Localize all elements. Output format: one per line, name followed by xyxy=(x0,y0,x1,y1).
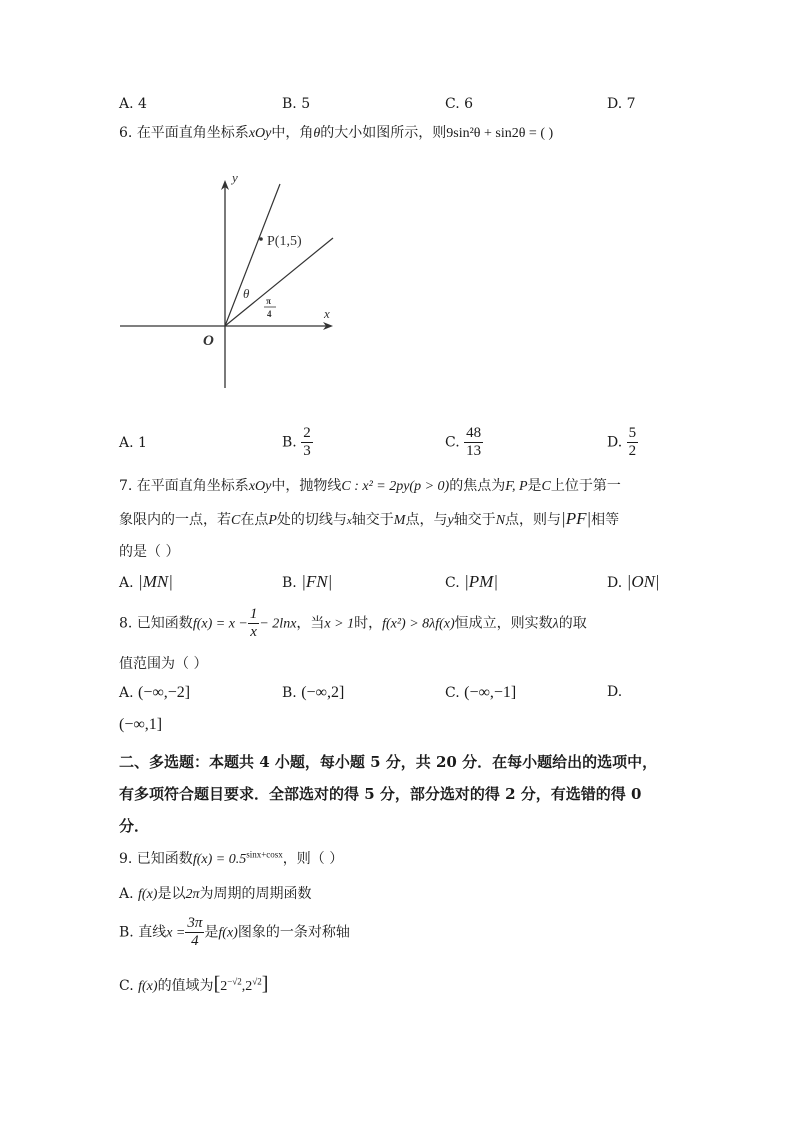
q6-option-d: D. $\frac{5}{2}$ xyxy=(607,425,637,459)
point-p xyxy=(259,237,263,241)
angle-denominator: 4 xyxy=(267,309,272,319)
q6-option-a: A. 1 xyxy=(119,435,147,451)
q5-option-c: C. 6 xyxy=(445,96,474,112)
q5-option-d: D. 7 xyxy=(607,96,636,112)
q8-option-c: C. (−∞,−1] xyxy=(445,684,517,701)
q9-option-c: C. f(x)的值域为$[2^{-√2},2^{√2}]$ xyxy=(119,973,269,995)
q9-stem: 9. 已知函数$f(x) = 0.5^{sinx+cosx}$，则（ ） xyxy=(119,849,344,867)
y-label: y xyxy=(232,172,238,185)
q7-option-a: A. |MN| xyxy=(119,572,173,591)
q6-stem: 6. 在平面直角坐标系xOy中，角θ的大小如图所示，则9sin²θ + sin2θ = ( ) xyxy=(119,125,554,141)
q8-option-b: B. (−∞,2] xyxy=(282,684,345,701)
q7-option-b: B. |FN| xyxy=(282,572,333,591)
x-label: x xyxy=(324,306,330,321)
section-2-line-1: 二、多选题：本题共 4 小题，每小题 5 分，共 20 分．在每小题给出的选项中， xyxy=(119,753,658,771)
q8-option-d: D. xyxy=(607,684,623,700)
angle-numerator: π xyxy=(266,296,271,306)
q9-option-b: B. 直线x = $\frac{3\pi}{4}$ 是f(x)图象的一条对称轴 xyxy=(119,915,350,949)
point-p-label: P(1,5) xyxy=(267,234,302,249)
section-2-line-2: 有多项符合题目要求．全部选对的得 5 分，部分选对的得 2 分，有选错的得 0 xyxy=(119,785,642,803)
q8-option-d-value: (−∞,1] xyxy=(119,716,163,733)
q8-line-1: 8. 已知函数f(x) = x − $\frac{1}{x}$ − 2lnx，当x > 1时，f(x²) > 8λf(x)恒成立，则实数λ的取 xyxy=(119,606,587,640)
section-2-line-3: 分． xyxy=(119,817,150,835)
q7-line-2: 象限内的一点，若C在点P处的切线与x轴交于M点，与y轴交于N点，则与|PF|相等 xyxy=(119,509,620,528)
ray-pi-over-4 xyxy=(225,238,333,326)
ray-op xyxy=(225,184,280,326)
q6-option-c: C. $\frac{48}{13}$ xyxy=(445,425,482,459)
q9-option-a: A. f(x)是以2π为周期的周期函数 xyxy=(119,886,312,902)
q6-option-b: B. $\frac{2}{3}$ xyxy=(282,425,311,459)
q6-figure xyxy=(115,172,345,392)
q8-option-a: A. (−∞,−2] xyxy=(119,684,191,701)
q8-line-2: 值范围为（ ） xyxy=(119,656,208,672)
q5-option-a: A. 4 xyxy=(119,96,147,112)
q7-option-c: C. |PM| xyxy=(445,572,499,591)
q5-option-b: B. 5 xyxy=(282,96,311,112)
q7-option-d: D. |ON| xyxy=(607,572,660,591)
q7-line-1: 7. 在平面直角坐标系xOy中，抛物线C : x² = 2py(p > 0)的焦点为F, P是C上位于第一 xyxy=(119,478,621,494)
theta-label: θ xyxy=(243,286,250,301)
q7-line-3: 的是（ ） xyxy=(119,544,180,560)
origin-label: O xyxy=(203,333,214,349)
